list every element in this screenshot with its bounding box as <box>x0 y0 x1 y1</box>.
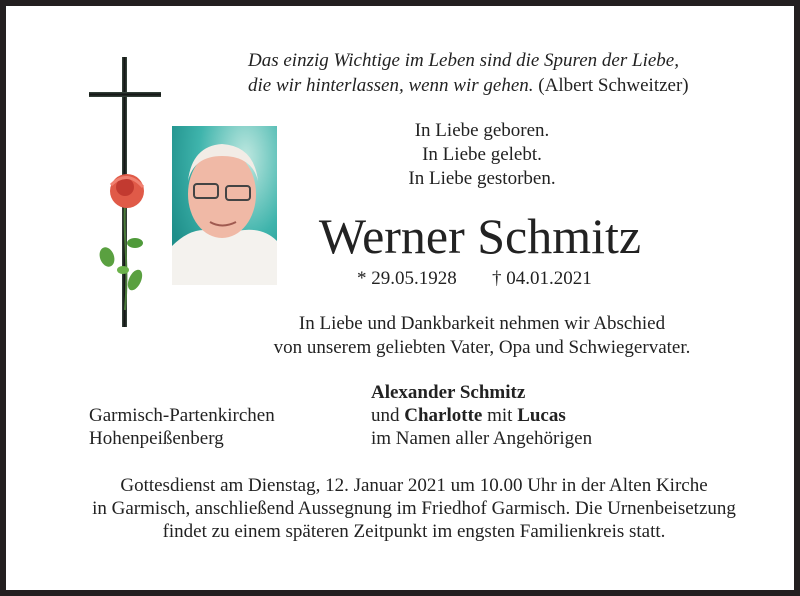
place: Hohenpeißenberg <box>89 428 224 449</box>
quote-line-2 <box>248 75 689 97</box>
farewell-line: In Liebe und Dankbarkeit nehmen wir Abschied <box>298 313 666 334</box>
service-line: Gottesdienst am Dienstag, 12. Januar 2021 um 10.00 Uhr in der Alten Kirche <box>120 475 708 496</box>
deceased-name: Werner Schmitz <box>318 208 642 264</box>
mourner-name: Lucas <box>517 405 566 426</box>
motto-line: In Liebe gelebt. <box>422 144 542 165</box>
mourners-line-2 <box>371 405 566 427</box>
service-line: in Garmisch, anschließend Aussegnung im Friedhof Garmisch. Die Urnenbeisetzung <box>92 498 736 519</box>
place: Garmisch-Partenkirchen <box>89 405 275 426</box>
quote-line-1: Das einzig Wichtige im Leben sind die Spuren der Liebe, <box>248 50 679 71</box>
motto-line: In Liebe gestorben. <box>408 168 556 189</box>
farewell-line: von unserem geliebten Vater, Opa und Schwiegervater. <box>273 337 691 358</box>
motto-line: In Liebe geboren. <box>414 120 550 141</box>
portrait-photo <box>172 126 277 285</box>
service-line: findet zu einem späteren Zeitpunkt im engsten Familienkreis statt. <box>162 521 666 542</box>
death-date: † 04.01.2021 <box>492 268 592 289</box>
quote-text: die wir hinterlassen, wenn wir gehen. <box>248 75 534 96</box>
text: mit <box>482 405 518 426</box>
mourner-name: Charlotte <box>404 405 483 426</box>
mourners-line-3: im Namen aller Angehörigen <box>371 428 593 449</box>
text: und <box>371 405 405 426</box>
quote-author: (Albert Schweitzer) <box>538 75 689 96</box>
birth-date: * 29.05.1928 <box>357 268 457 289</box>
mourner-name: Alexander Schmitz <box>371 382 526 403</box>
